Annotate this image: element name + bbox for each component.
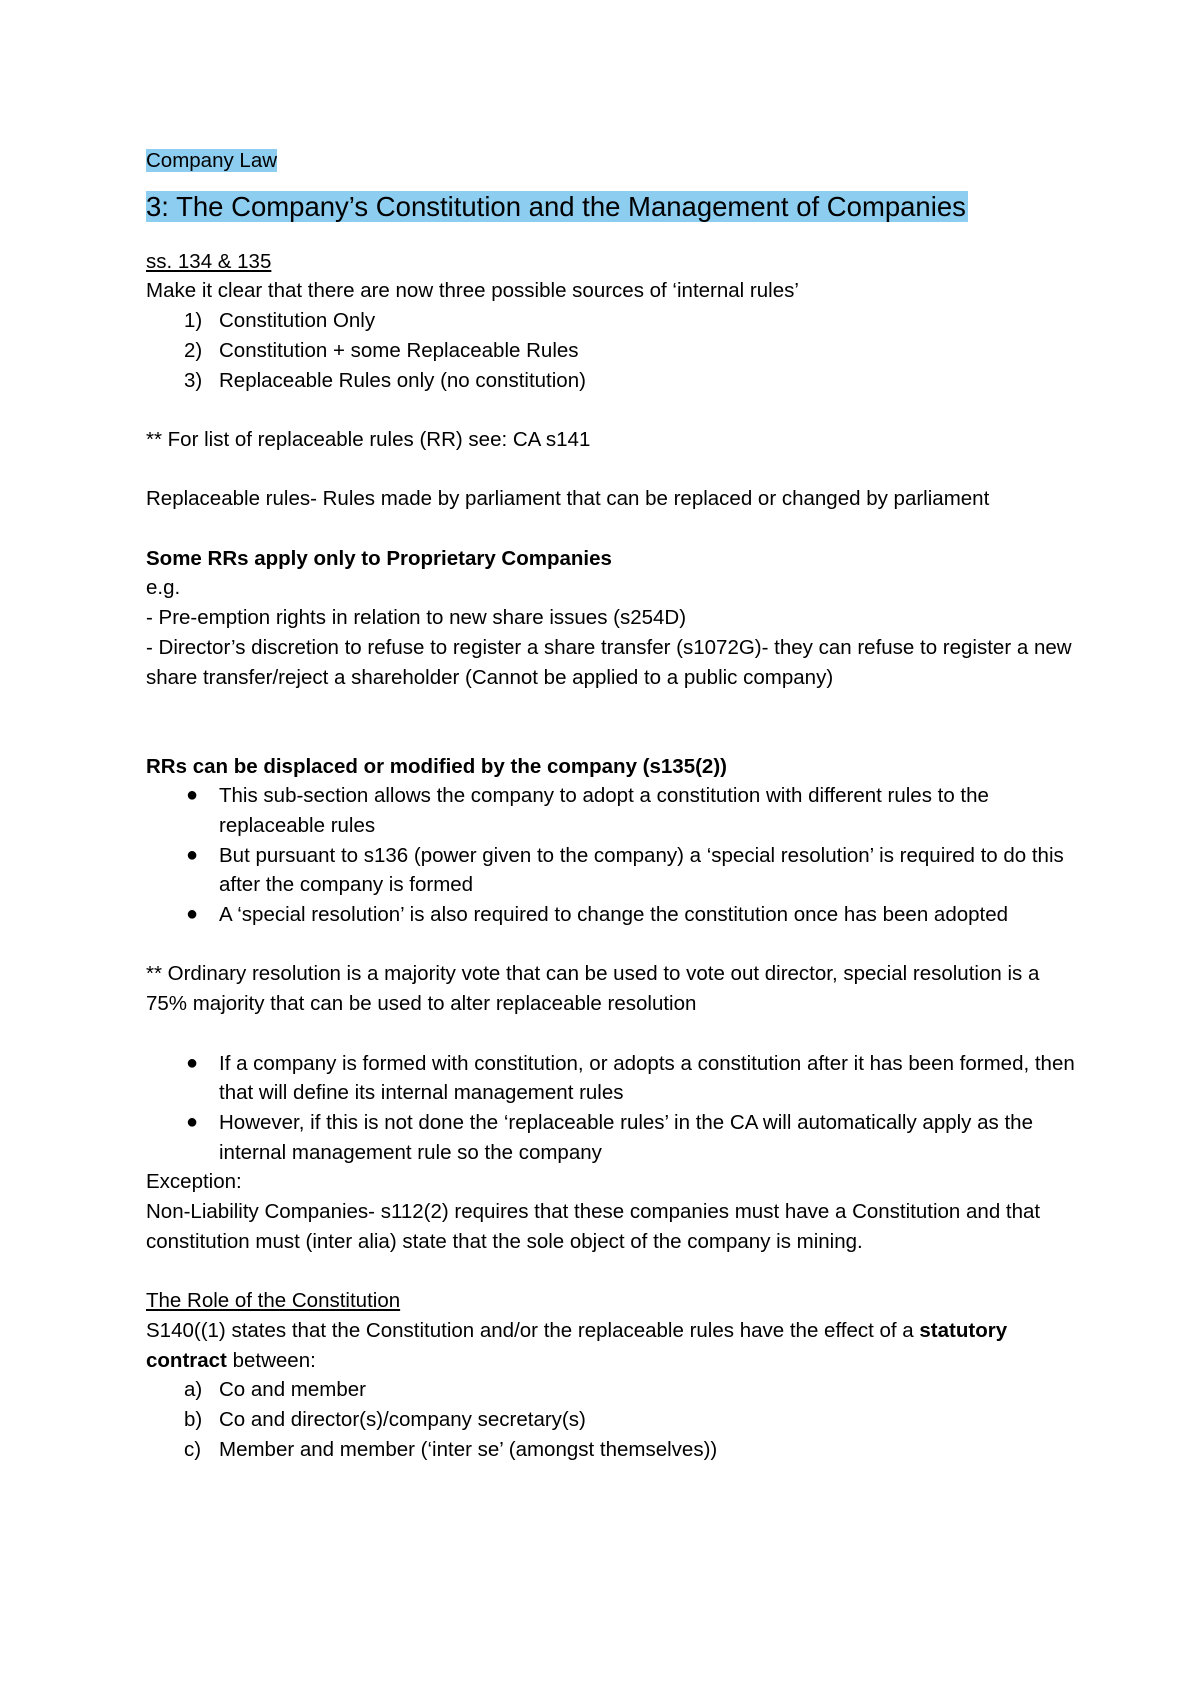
list-item — [146, 841, 1086, 900]
list-item — [146, 1049, 1086, 1108]
document-page — [146, 146, 1086, 1464]
formation-bullet-list — [146, 1049, 1086, 1168]
proprietary-line-1: - Pre-emption rights in relation to new share issues (s254D) — [146, 606, 687, 630]
list-marker: 1) — [184, 309, 203, 333]
page-title — [146, 188, 1086, 226]
proprietary-line-2: - Director’s discretion to refuse to register a share transfer (s1072G)- they can refuse to register a new share transfer/reject a shareholder (Cannot be applied to a public company) — [146, 635, 1072, 689]
list-marker: a) — [184, 1378, 203, 1402]
course-label: Company Law — [146, 149, 278, 172]
list-item-text: If a company is formed with constitution, or adopts a constitution after it has been formed, then that will define its internal management rules — [219, 1051, 1075, 1105]
proprietary-eg: e.g. — [146, 576, 181, 600]
list-item — [146, 1435, 1086, 1465]
proprietary-heading: Some RRs apply only to Proprietary Companies — [146, 546, 612, 570]
list-item-text: Constitution Only — [219, 309, 376, 333]
role-text-bold: statutory contract — [146, 1318, 1008, 1372]
rr-definition: Replaceable rules- Rules made by parliament that can be replaced or changed by parliament — [146, 487, 990, 511]
list-item — [146, 336, 1086, 366]
list-item — [146, 900, 1086, 930]
role-text-before: S140((1) states that the Constitution and/or the replaceable rules have the effect of a — [146, 1318, 920, 1342]
bullet-icon: ● — [186, 1051, 199, 1074]
list-item — [146, 1375, 1086, 1405]
list-marker: 3) — [184, 368, 203, 392]
list-marker: 2) — [184, 338, 203, 362]
list-item — [146, 1108, 1086, 1167]
list-item — [146, 366, 1086, 396]
role-text-after: between: — [226, 1348, 316, 1372]
sources-heading: ss. 134 & 135 — [146, 249, 272, 273]
bullet-icon: ● — [186, 784, 199, 807]
list-item-text: Co and director(s)/company secretary(s) — [219, 1408, 586, 1431]
list-item-text: But pursuant to s136 (power given to the company) a ‘special resolution’ is required to do this after the company is formed — [219, 843, 1064, 897]
role-text — [146, 1316, 1086, 1375]
sources-intro: Make it clear that there are now three possible sources of ‘internal rules’ — [146, 279, 799, 303]
role-heading: The Role of the Constitution — [146, 1289, 401, 1313]
bullet-icon: ● — [186, 903, 199, 926]
bullet-icon: ● — [186, 1110, 199, 1133]
list-item — [146, 781, 1086, 840]
exception-text: Non-Liability Companies- s112(2) requires that these companies must have a Constitution and that constitution must (inter alia) state that the sole object of the company is mining. — [146, 1200, 1041, 1253]
exception-label: Exception: — [146, 1170, 242, 1194]
list-item-text: However, if this is not done the ‘replaceable rules’ in the CA will automatically apply as the internal management rule so the company — [219, 1110, 1033, 1164]
list-item-text: A ‘special resolution’ is also required to change the constitution once has been adopted — [219, 903, 1009, 927]
resolution-note: ** Ordinary resolution is a majority vote that can be used to vote out director, special resolution is a 75% majority that can be used to alter replaceable resolution — [146, 962, 1040, 1016]
course-header — [146, 146, 1086, 176]
displaced-bullet-list — [146, 781, 1086, 930]
list-item-text: Member and member (‘inter se’ (amongst themselves)) — [219, 1437, 718, 1461]
list-item — [146, 1405, 1086, 1435]
list-item-text: This sub-section allows the company to adopt a constitution with different rules to the replaceable rules — [219, 784, 989, 837]
list-item — [146, 306, 1086, 336]
bullet-icon: ● — [186, 843, 199, 866]
list-marker: b) — [184, 1408, 203, 1431]
list-item-text: Co and member — [219, 1378, 366, 1402]
rr-list-note: ** For list of replaceable rules (RR) see: CA s141 — [146, 427, 591, 451]
role-list — [146, 1375, 1086, 1464]
list-marker: c) — [184, 1437, 202, 1461]
displaced-heading: RRs can be displaced or modified by the company (s135(2)) — [146, 754, 727, 778]
page-title-text: 3: The Company’s Constitution and the Management of Companies — [146, 190, 966, 222]
list-item-text: Constitution + some Replaceable Rules — [219, 338, 579, 362]
sources-list — [146, 306, 1086, 395]
list-item-text: Replaceable Rules only (no constitution) — [219, 368, 586, 392]
